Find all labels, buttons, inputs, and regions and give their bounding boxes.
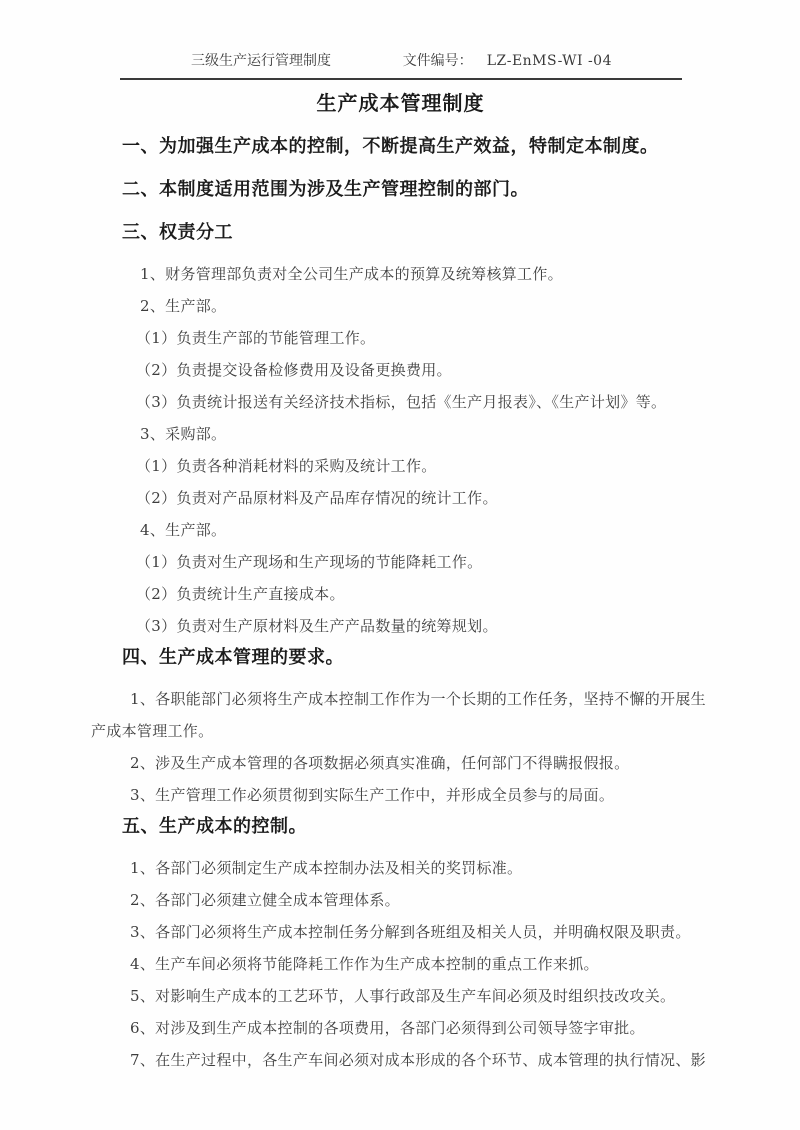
list-item: 3、采购部。 bbox=[140, 425, 227, 443]
list-item: 6、对涉及到生产成本控制的各项费用，各部门必须得到公司领导签字审批。 bbox=[130, 1019, 645, 1037]
list-item: 4、生产部。 bbox=[140, 521, 227, 539]
list-item: （2）负责统计生产直接成本。 bbox=[136, 585, 345, 603]
list-item: 2、生产部。 bbox=[140, 297, 227, 315]
list-item: 1、各部门必须制定生产成本控制办法及相关的奖罚标准。 bbox=[130, 859, 523, 877]
list-item: （1）负责各种消耗材料的采购及统计工作。 bbox=[136, 457, 437, 475]
list-item: （2）负责提交设备检修费用及设备更换费用。 bbox=[136, 361, 452, 379]
list-item: 2、涉及生产成本管理的各项数据必须真实准确，任何部门不得瞒报假报。 bbox=[130, 754, 630, 772]
list-item: 1、各职能部门必须将生产成本控制工作作为一个长期的工作任务，坚持不懈的开展生产成本管理工作。 bbox=[91, 690, 706, 740]
list-item: （2）负责对产品原材料及产品库存情况的统计工作。 bbox=[136, 489, 498, 507]
document-title: 生产成本管理制度 bbox=[316, 91, 485, 115]
section-heading-3: 三、权责分工 bbox=[122, 222, 233, 243]
header-file-no-group bbox=[403, 50, 612, 72]
list-item: 3、各部门必须将生产成本控制任务分解到各班组及相关人员，并明确权限及职责。 bbox=[130, 923, 691, 941]
list-item: 3、生产管理工作必须贯彻到实际生产工作中，并形成全员参与的局面。 bbox=[130, 786, 615, 804]
header-doc-type: 三级生产运行管理制度 bbox=[191, 53, 331, 69]
page-header bbox=[120, 50, 682, 80]
list-item: 2、各部门必须建立健全成本管理体系。 bbox=[130, 891, 400, 909]
list-item: 1、财务管理部负责对全公司生产成本的预算及统筹核算工作。 bbox=[140, 265, 563, 283]
section-heading-2: 二、本制度适用范围为涉及生产管理控制的部门。 bbox=[122, 179, 529, 200]
list-item: （3）负责统计报送有关经济技术指标，包括《生产月报表》、《生产计划》等。 bbox=[136, 393, 667, 411]
list-item: 4、生产车间必须将节能降耗工作作为生产成本控制的重点工作来抓。 bbox=[130, 955, 599, 973]
section-heading-5: 五、生产成本的控制。 bbox=[122, 816, 307, 837]
list-item: （1）负责对生产现场和生产现场的节能降耗工作。 bbox=[136, 553, 483, 571]
section-heading-1: 一、为加强生产成本的控制，不断提高生产效益，特制定本制度。 bbox=[122, 136, 659, 157]
list-item: 5、对影响生产成本的工艺环节，人事行政部及生产车间必须及时组织技改攻关。 bbox=[130, 987, 676, 1005]
list-item: （3）负责对生产原材料及生产产品数量的统筹规划。 bbox=[136, 617, 498, 635]
header-file-no-label: 文件编号： bbox=[402, 53, 473, 69]
header-file-no-value: LZ-EnMS-WI -04 bbox=[486, 53, 612, 69]
list-item: 7、在生产过程中，各生产车间必须对成本形成的各个环节、成本管理的执行情况、影 bbox=[130, 1051, 706, 1069]
section-heading-4: 四、生产成本管理的要求。 bbox=[122, 647, 344, 668]
list-item: （1）负责生产部的节能管理工作。 bbox=[136, 329, 376, 347]
